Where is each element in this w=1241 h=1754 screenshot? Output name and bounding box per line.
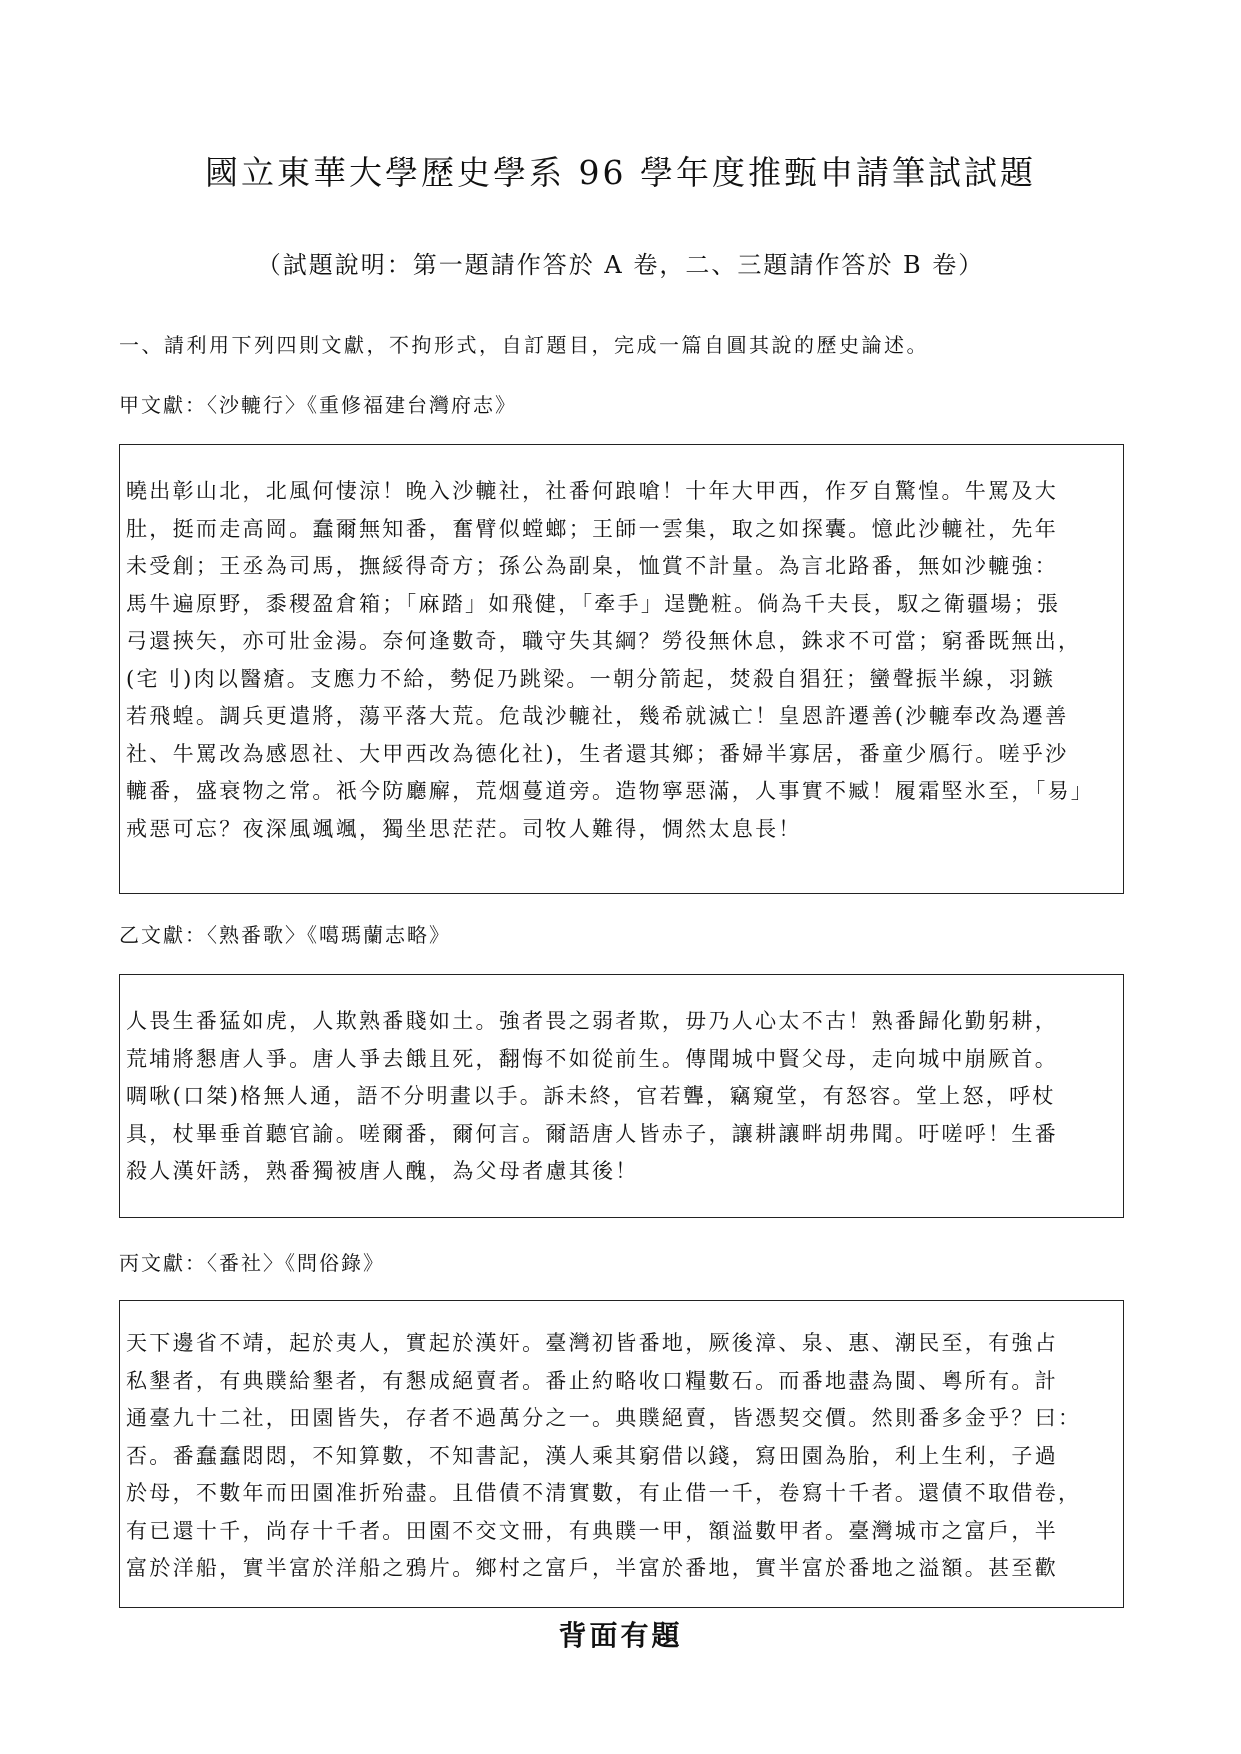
document-jia-label: 甲文獻：〈沙轆行〉《重修福建台灣府志》	[119, 393, 517, 417]
exam-title: 國立東華大學歷史學系 96 學年度推甄申請筆試試題	[205, 153, 1036, 192]
document-line: 通臺九十二社，田園皆失，存者不過萬分之一。典贌絕賣，皆憑契交價。然則番多金乎？曰：	[126, 1406, 1082, 1430]
document-line: 有已還十千，尚存十千者。田園不交文冊，有典贌一甲，額溢數甲者。臺灣城市之富戶，半	[126, 1518, 1058, 1543]
document-line: 弓還挾矢，亦可壯金湯。奈何逢數奇，職守失其綱？勞役無休息，銖求不可當；窮番既無出，	[126, 629, 1082, 653]
document-line: 殺人漢奸誘，熟番獨被唐人醜，為父母者慮其後！	[126, 1159, 639, 1183]
document-jia-text	[126, 473, 1117, 848]
continued-overleaf-note: 背面有題	[558, 1619, 683, 1652]
document-jia-box	[119, 444, 1124, 894]
document-line: 否。番蠢蠢悶悶，不知算數，不知書記，漢人乘其窮借以錢，寫田園為胎，利上生利，子過	[126, 1443, 1058, 1468]
document-line: 私墾者，有典贌給墾者，有懇成絕賣者。番止約略收口糧數石。而番地盡為閩、粵所有。計	[126, 1368, 1058, 1393]
document-line: 馬牛遍原野，黍稷盈倉箱；「麻踏」如飛健，「牽手」逞艷粧。倘為千夫長，馭之衛疆場；張	[126, 591, 1061, 616]
document-yi-label: 乙文獻：〈熟番歌〉《噶瑪蘭志略》	[119, 923, 451, 947]
document-yi-text	[126, 1003, 1117, 1191]
document-line: 富於洋船，實半富於洋船之鴉片。鄉村之富戶，半富於番地，實半富於番地之溢額。甚至歡	[126, 1556, 1058, 1580]
document-line: 轆番，盛衰物之常。祇今防廳廨，荒烟蔓道旁。造物寧惡滿，人事實不臧！履霜堅氷至，「易」	[126, 779, 1095, 803]
document-line: 社、牛罵改為感恩社、大甲西改為德化社)，生者還其鄉；番婦半寡居，番童少鴈行。嗟乎沙	[126, 741, 1069, 766]
document-line: 荒埔將懇唐人爭。唐人爭去餓且死，翻悔不如從前生。傳聞城中賢父母，走向城中崩厥首。	[126, 1046, 1058, 1071]
question-1-prompt: 一、請利用下列四則文獻，不拘形式，自訂題目，完成一篇自圓其說的歷史論述。	[119, 333, 929, 357]
document-line: 天下邊省不靖，起於夷人，實起於漢奸。臺灣初皆番地，厥後漳、泉、惠、潮民至，有強占	[126, 1331, 1058, 1355]
document-line: 未受創；王丞為司馬，撫綏得奇方；孫公為副臬，恤賞不計量。為言北路番，無如沙轆強：	[126, 554, 1058, 578]
document-line: 啁啾(口桀)格無人通，語不分明畫以手。訴未終，官若聾，竊窺堂，有怒容。堂上怒，呼杖	[126, 1084, 1056, 1108]
document-line: (宅刂)肉以醫瘡。支應力不給，勢促乃跳梁。一朝分箭起，焚殺自猖狂；蠻聲振半線，羽鏃	[126, 666, 1056, 691]
document-bing-box	[119, 1300, 1124, 1608]
document-bing-text	[126, 1325, 1117, 1588]
document-line: 具，杖畢垂首聽官諭。嗟爾番，爾何言。爾語唐人皆赤子，讓耕讓畔胡弗聞。吁嗟呼！生番	[126, 1121, 1058, 1146]
document-yi-box	[119, 974, 1124, 1218]
document-bing-label: 丙文獻：〈番社〉《問俗錄》	[119, 1251, 385, 1275]
exam-instructions: （試題說明：第一題請作答於 A 卷，二、三題請作答於 B 卷）	[256, 251, 985, 279]
document-line: 若飛蝗。調兵更遣將，蕩平落大荒。危哉沙轆社，幾希就滅亡！皇恩許遷善(沙轆奉改為遷善	[126, 704, 1069, 728]
document-line: 曉出彰山北，北風何悽涼！晚入沙轆社，社番何踉嗆！十年大甲西，作歹自驚惶。牛罵及大	[126, 479, 1058, 503]
document-line: 人畏生番猛如虎，人欺熟番賤如土。強者畏之弱者欺，毋乃人心太不古！熟番歸化勤躬耕，	[126, 1009, 1058, 1033]
document-line: 於母，不數年而田園准折殆盡。且借債不清實數，有止借一千，卷寫十千者。還債不取借卷，	[126, 1481, 1082, 1505]
document-line: 肚，挺而走高岡。蠢爾無知番，奮臂似螳螂；王師一雲集，取之如探囊。憶此沙轆社，先年	[126, 516, 1058, 541]
document-line: 戒惡可忘？夜深風颯颯，獨坐思茫茫。司牧人難得，惆然太息長！	[126, 816, 802, 841]
